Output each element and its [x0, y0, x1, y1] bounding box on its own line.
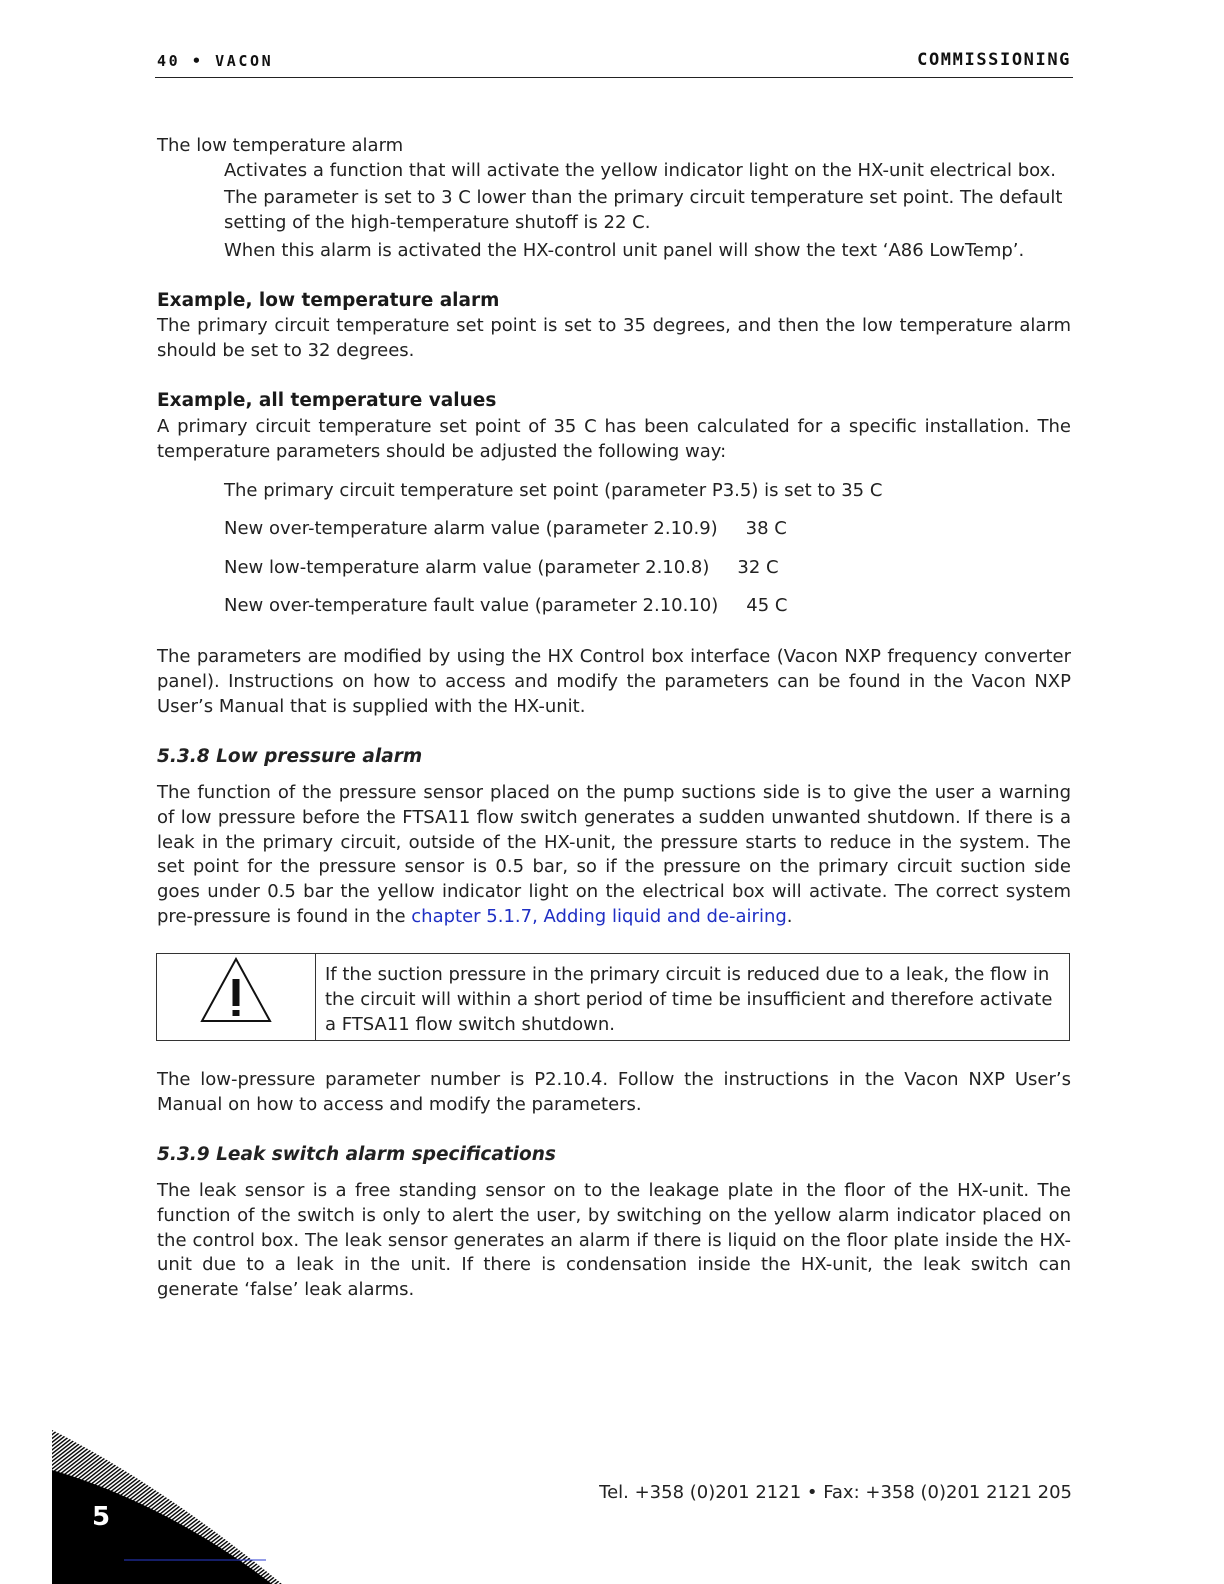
warning-text: If the suction pressure in the primary circuit is reduced due to a leak, the flow in the circuit will within a short period of time be insufficient and therefore activate a FTSA11 flow switch shutdown.	[325, 964, 1053, 1035]
low-temp-alarm-label: The low temperature alarm	[157, 135, 404, 156]
section-538-text	[157, 781, 1071, 930]
param-label: New over-temperature alarm value (parameter 2.10.9)	[224, 518, 718, 539]
page-header	[155, 50, 1073, 78]
header-chapter-title: COMMISSIONING	[917, 50, 1071, 70]
chapter-link[interactable]: chapter 5.1.7, Adding liquid and de-airing	[411, 905, 787, 927]
warning-box	[156, 953, 1070, 1041]
low-temp-alarm-line-3: When this alarm is activated the HX-control unit panel will show the text ‘A86 LowTemp’.	[224, 240, 1025, 261]
example-low-heading: Example, low temperature alarm	[157, 290, 500, 311]
params-modified-text: The parameters are modified by using the HX Control box interface (Vacon NXP frequency converter panel). Instructions on how to access and modify the parameters can be found in the Vacon NXP User’s Manual that is supplied with the HX-unit.	[157, 646, 1071, 717]
section-number: 5.3.8	[157, 746, 210, 767]
low-temp-alarm-line-1: Activates a function that will activate the yellow indicator light on the HX-unit electrical box.	[224, 160, 1057, 181]
example-all-heading: Example, all temperature values	[157, 390, 497, 411]
section-number: 5.3.9	[157, 1144, 210, 1165]
warning-icon-cell	[157, 954, 316, 1040]
section-539-heading	[157, 1143, 556, 1167]
low-temp-alarm-line-2: The parameter is set to 3 C lower than the primary circuit temperature set point. The default setting of the high-temperature shutoff is 22 C.	[224, 187, 1063, 233]
param-over-temp-alarm	[224, 517, 787, 541]
example-all-text: A primary circuit temperature set point of 35 C has been calculated for a specific installation. The temperature parameters should be adjusted the following way:	[157, 416, 1071, 462]
param-label: New over-temperature fault value (parameter 2.10.10)	[224, 595, 719, 616]
param-low-temp-alarm	[224, 556, 779, 580]
section-title: Low pressure alarm	[216, 746, 423, 767]
warning-triangle-icon	[200, 957, 272, 1023]
chapter-number: 5	[92, 1502, 111, 1532]
param-value: 38 C	[745, 518, 787, 539]
chapter-corner-graphic	[52, 1430, 282, 1584]
section-538-end: .	[786, 905, 793, 927]
example-low-text: The primary circuit temperature set point is set to 35 degrees, and then the low temperature alarm should be set to 32 degrees.	[157, 315, 1071, 361]
section-title: Leak switch alarm specifications	[216, 1144, 556, 1165]
param-setpoint-label: The primary circuit temperature set point (parameter P3.5) is set to 35 C	[224, 480, 883, 501]
section-538-heading	[157, 745, 422, 769]
param-over-temp-fault	[224, 594, 787, 618]
param-setpoint	[224, 479, 882, 503]
section-538-body: The function of the pressure sensor placed on the pump suctions side is to give the user a warning of low pressure before the FTSA11 flow switch generates a sudden unwanted shutdown. If there is a leak in the primary circuit, outside of the HX-unit, the pressure starts to reduce in the system. The set point for the pressure sensor is 0.5 bar, so if the pressure on the primary circuit suction side goes under 0.5 bar the yellow indicator light on the electrical box will activate. The correct system pre-pressure is found in the	[157, 782, 1071, 927]
section-539-text: The leak sensor is a free standing sensor on to the leakage plate in the floor of the HX-unit. The function of the switch is only to alert the user, by switching on the yellow alarm indicator placed on the control box. The leak sensor generates an alarm if there is liquid on the floor plate inside the HX-unit due to a leak in the unit. If there is condensation inside the HX-unit, the leak switch can generate ‘false’ leak alarms.	[157, 1180, 1071, 1301]
footer-contact: Tel. +358 (0)201 2121 • Fax: +358 (0)201 2121 205	[599, 1482, 1072, 1503]
low-pressure-param-text: The low-pressure parameter number is P2.10.4. Follow the instructions in the Vacon NXP User’s Manual on how to access and modify the parameters.	[157, 1069, 1071, 1115]
param-value: 32 C	[737, 557, 779, 578]
param-value: 45 C	[746, 595, 788, 616]
header-page-brand: 40 • VACON	[157, 52, 274, 70]
param-label: New low-temperature alarm value (parameter 2.10.8)	[224, 557, 710, 578]
